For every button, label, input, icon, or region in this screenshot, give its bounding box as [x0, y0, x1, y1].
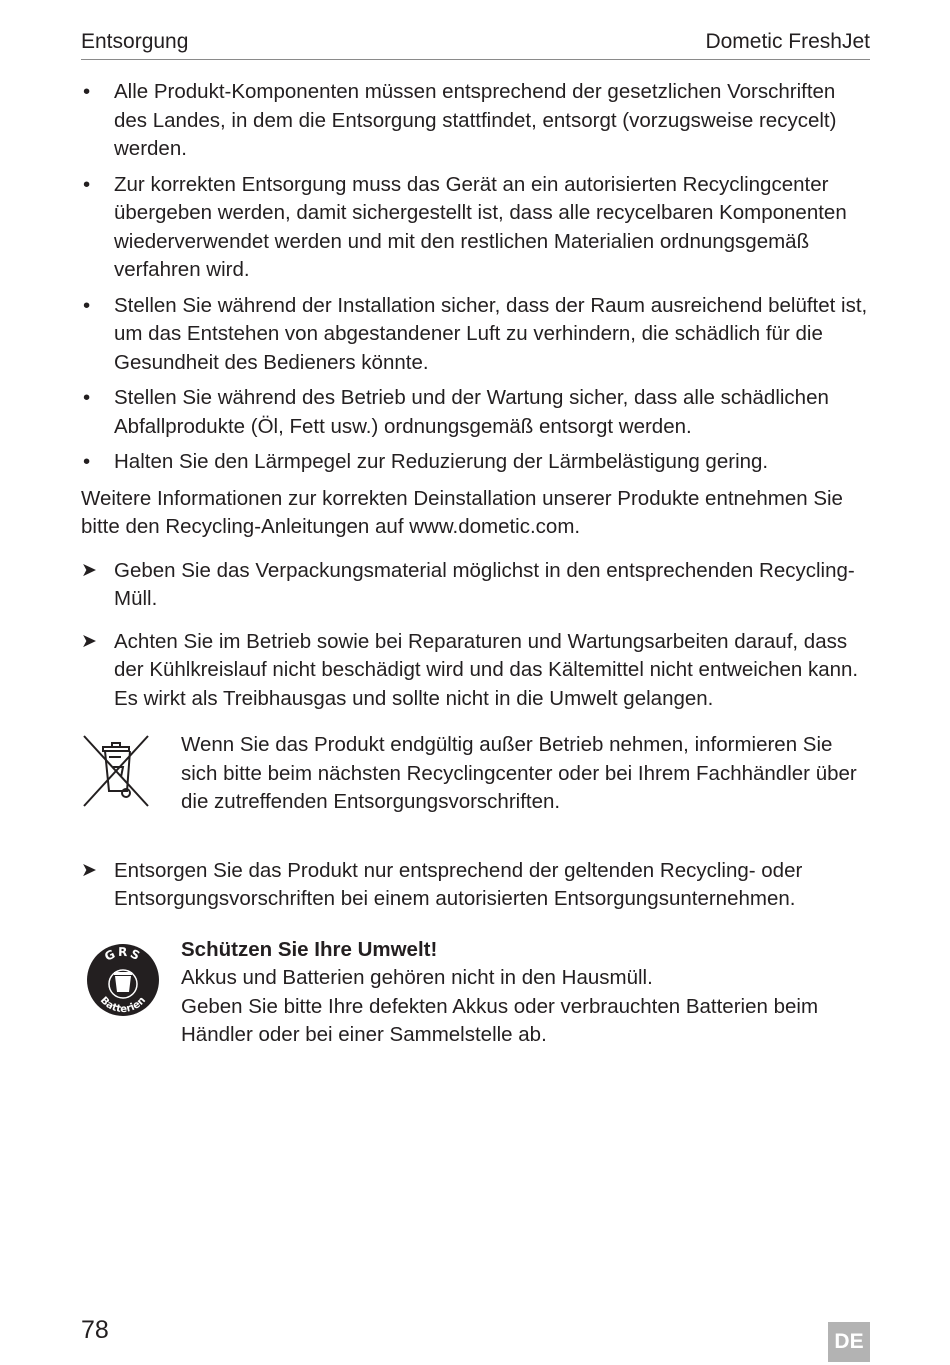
weee-notice [81, 731, 870, 817]
instruction-step [81, 857, 870, 914]
list-item [81, 292, 870, 378]
logo-top-text: GRS [102, 944, 144, 964]
arrow-icon: ➤ [81, 630, 97, 652]
language-badge: DE [828, 1322, 870, 1362]
list-item-text: Halten Sie den Lärmpegel zur Reduzierung der Lärmbelästigung gering. [114, 450, 769, 473]
instruction-text: Entsorgen Sie das Produkt nur entsprechend der geltenden Recycling- oder Entsorgungsvorschriften bei einem autorisierten Entsorgungsunternehmen. [114, 858, 803, 910]
page-header [81, 27, 870, 60]
environment-line: Geben Sie bitte Ihre defekten Akkus oder verbrauchten Batterien beim Händler oder bei einer Sammelstelle ab. [181, 994, 819, 1046]
list-item [81, 384, 870, 441]
instruction-text: Geben Sie das Verpackungsmaterial möglichst in den entsprechenden Recycling-Müll. [114, 558, 855, 610]
list-item [81, 78, 870, 164]
bullet-icon: • [83, 172, 91, 196]
instruction-step [81, 628, 870, 714]
header-section-title: Entsorgung [81, 30, 189, 53]
page-content [81, 78, 870, 1050]
disposal-bullet-list [81, 78, 870, 477]
list-item-text: Stellen Sie während des Betrieb und der Wartung sicher, dass alle schädlichen Abfallprodukte (Öl, Fett usw.) ordnungsgemäß entsorgt werden. [114, 386, 829, 438]
info-paragraph: Weitere Informationen zur korrekten Deinstallation unserer Produkte entnehmen Sie bitte den Recycling-Anleitungen auf www.dometic.com. [81, 486, 843, 538]
bullet-icon: • [83, 450, 91, 473]
weee-notice-text: Wenn Sie das Produkt endgültig außer Betrieb nehmen, informieren Sie sich bitte beim nächsten Recyclingcenter oder bei Ihrem Fachhändler über die zutreffenden Entsorgungsvorschriften. [181, 733, 857, 813]
instruction-step [81, 557, 870, 614]
environment-line: Akkus und Batterien gehören nicht in den Hausmüll. [181, 966, 653, 989]
arrow-icon: ➤ [81, 559, 97, 581]
crossed-out-wheelie-bin-icon [81, 733, 151, 809]
bullet-icon: • [83, 386, 91, 409]
page-number: 78 [81, 1316, 109, 1344]
list-item-text: Zur korrekten Entsorgung muss das Gerät an ein autorisierten Recyclingcenter übergeben werden, damit sichergestellt ist, dass alle recycelbaren Komponenten wiederverwendet werden und mit den restlichen Materialien ordnungsgemäß verfahren wird. [114, 172, 847, 281]
list-item-text: Stellen Sie während der Installation sicher, dass der Raum ausreichend belüftet ist, um das Entstehen von abgestandener Luft zu verhindern, die schädlich für die Gesundheit des Bedieners könnte. [114, 293, 868, 374]
logo-bottom-text: Batterien [97, 994, 149, 1015]
environment-title: Schützen Sie Ihre Umwelt! [181, 937, 438, 961]
arrow-icon: ➤ [81, 859, 97, 881]
header-product-name: Dometic FreshJet [705, 30, 870, 53]
bullet-icon: • [83, 80, 91, 103]
instruction-text: Achten Sie im Betrieb sowie bei Reparaturen und Wartungsarbeiten darauf, dass der Kühlkreislauf nicht beschädigt wird und das Kältemittel nicht entweichen kann. Es wirkt als Treibhausgas und sollte nicht in die Umwelt gelangen. [114, 629, 859, 710]
bullet-icon: • [83, 293, 91, 317]
list-item [81, 171, 870, 285]
grs-batterien-logo-icon [85, 942, 161, 1018]
environment-notice [81, 936, 870, 1050]
list-item [81, 448, 870, 477]
list-item-text: Alle Produkt-Komponenten müssen entsprechend der gesetzlichen Vorschriften des Landes, in dem die Entsorgung stattfindet, entsorgt (vorzugsweise recycelt) werden. [114, 80, 837, 160]
